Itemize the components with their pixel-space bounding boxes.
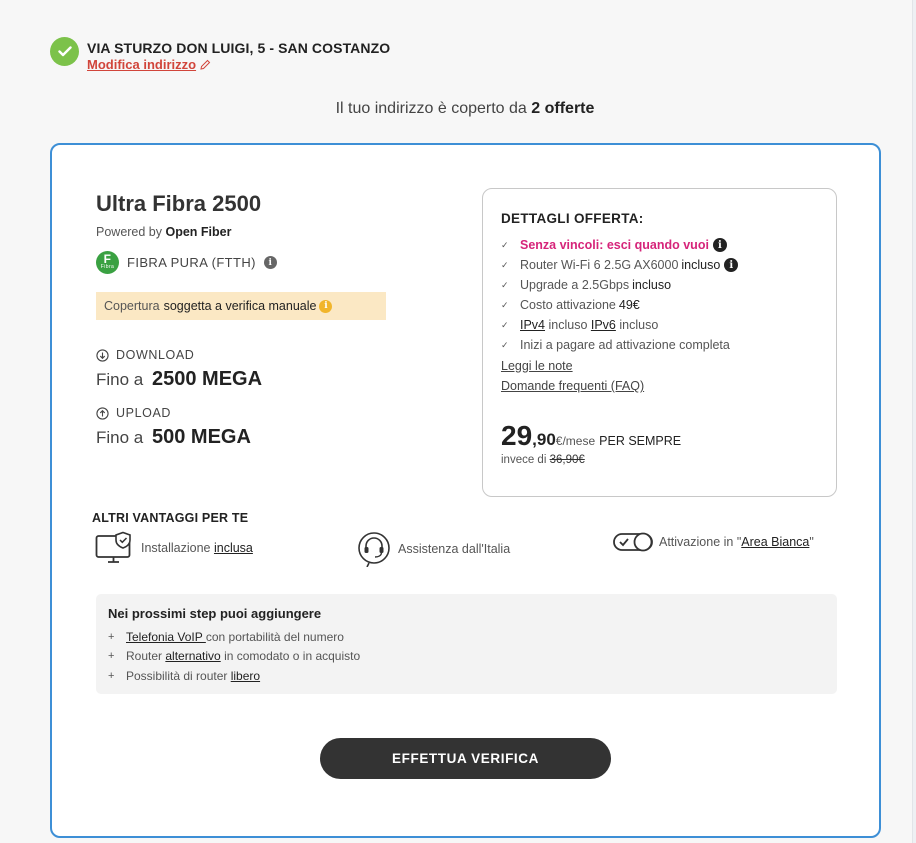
detail-text: incluso	[615, 318, 659, 332]
advantage-assistance	[357, 531, 510, 567]
check-icon: ✓	[501, 319, 509, 330]
toggle-icon	[613, 531, 654, 553]
notes-link[interactable]: Leggi le note	[501, 359, 573, 373]
next-step-text: con portabilità del numero	[205, 629, 344, 644]
offer-title: Ultra Fibra 2500	[96, 191, 262, 216]
info-icon[interactable]: i	[724, 258, 738, 272]
powered-by	[96, 225, 231, 239]
monitor-shield-icon	[95, 531, 133, 565]
modify-address-label[interactable]: Modifica indirizzo	[87, 57, 197, 72]
list-item	[108, 647, 360, 667]
list-item	[501, 315, 738, 335]
info-icon[interactable]: i	[713, 238, 727, 252]
price-forever: PER SEMPRE	[599, 434, 682, 448]
tech-label: FIBRA PURA (FTTH)	[127, 255, 256, 270]
list-item	[501, 235, 738, 255]
detail-bold: incluso	[632, 278, 672, 292]
router-alternativo-link[interactable]: alternativo	[165, 649, 221, 664]
next-step-text: Possibilità di router	[126, 668, 231, 683]
detail-text: Upgrade a 2.5Gbps	[520, 278, 630, 292]
activation-prefix: Attivazione in "	[659, 535, 742, 549]
plus-icon: +	[108, 650, 115, 663]
verify-prefix: Copertura	[104, 299, 160, 313]
verify-banner	[96, 292, 386, 320]
upload-prefix: Fino a	[96, 428, 144, 447]
headset-icon	[357, 531, 391, 567]
details-title: DETTAGLI OFFERTA:	[501, 211, 644, 226]
next-steps-list	[108, 627, 360, 686]
check-icon: ✓	[501, 259, 509, 270]
check-icon: ✓	[501, 299, 509, 310]
check-icon: ✓	[501, 239, 509, 250]
price	[501, 420, 681, 452]
detail-text: Router Wi-Fi 6 2.5G AX6000	[520, 258, 679, 272]
voip-link[interactable]: Telefonia VoIP	[126, 629, 206, 644]
detail-bold: 49€	[618, 298, 640, 312]
verify-bold: soggetta a verifica manuale	[163, 299, 317, 313]
download-label-row	[96, 348, 194, 362]
download-speed	[96, 368, 262, 391]
download-prefix: Fino a	[96, 370, 144, 389]
list-item	[108, 627, 360, 647]
old-price-prefix: invece di	[501, 454, 550, 466]
upload-value: 500 MEGA	[151, 426, 251, 448]
detail-text: Costo attivazione	[520, 298, 616, 312]
plus-icon: +	[108, 669, 115, 682]
list-item	[108, 666, 360, 686]
info-icon[interactable]: i	[264, 256, 277, 269]
offer-details-box	[482, 188, 837, 497]
activation-suffix: "	[809, 535, 814, 549]
faq-link[interactable]: Domande frequenti (FAQ)	[501, 379, 645, 393]
advantages-title: ALTRI VANTAGGI PER TE	[92, 511, 249, 525]
modify-address-link[interactable]	[87, 57, 211, 72]
price-period: €/mese	[555, 434, 596, 448]
fibra-badge-icon	[96, 251, 119, 274]
advantage-installation	[95, 531, 253, 565]
details-list	[501, 235, 738, 355]
list-item	[501, 295, 738, 315]
install-link[interactable]: inclusa	[213, 541, 253, 555]
list-item	[501, 255, 738, 275]
detail-bold: incluso	[681, 258, 721, 272]
tech-row	[96, 251, 277, 274]
area-bianca-link[interactable]: Area Bianca	[741, 535, 810, 549]
plus-icon: +	[108, 630, 115, 643]
coverage-prefix: Il tuo indirizzo è coperto da	[335, 100, 532, 117]
powered-brand: Open Fiber	[165, 225, 232, 239]
check-icon	[50, 37, 79, 66]
old-price	[501, 454, 585, 466]
assistance-label: Assistenza dall'Italia	[398, 542, 511, 556]
next-steps-title: Nei prossimi step puoi aggiungere	[108, 606, 322, 621]
pencil-icon[interactable]	[199, 59, 211, 71]
ipv4-link[interactable]: IPv4	[520, 318, 546, 332]
upload-label-row	[96, 406, 171, 420]
coverage-summary	[0, 100, 916, 118]
coverage-count: 2 offerte	[531, 100, 595, 117]
fibra-badge-letter: F	[103, 252, 112, 266]
next-step-text: Router	[126, 649, 166, 664]
old-price-value: 36,90€	[549, 454, 585, 466]
arrow-down-circle-icon	[96, 349, 109, 362]
download-label: DOWNLOAD	[116, 348, 195, 362]
ipv6-link[interactable]: IPv6	[590, 318, 616, 332]
powered-prefix: Powered by	[96, 225, 166, 239]
fibra-badge-small: Fibra	[100, 264, 115, 270]
router-libero-link[interactable]: libero	[230, 668, 261, 683]
price-decimal: ,90	[532, 430, 556, 449]
upload-label: UPLOAD	[116, 406, 172, 420]
next-step-text: in comodato o in acquisto	[220, 649, 361, 664]
detail-text: Inizi a pagare ad attivazione completa	[520, 338, 730, 352]
list-item	[501, 335, 738, 355]
arrow-up-circle-icon	[96, 407, 109, 420]
detail-text: Senza vincoli: esci quando vuoi	[520, 238, 709, 252]
address-text: VIA STURZO DON LUIGI, 5 - SAN COSTANZO	[87, 40, 391, 56]
detail-text: incluso	[545, 318, 591, 332]
install-prefix: Installazione	[141, 541, 214, 555]
next-steps-box	[96, 594, 837, 694]
check-icon: ✓	[501, 339, 509, 350]
offer-card	[50, 143, 881, 838]
check-icon: ✓	[501, 279, 509, 290]
upload-speed	[96, 426, 251, 449]
info-icon[interactable]: i	[319, 300, 332, 313]
price-integer: 29	[501, 420, 533, 451]
list-item	[501, 275, 738, 295]
download-value: 2500 MEGA	[151, 368, 263, 390]
advantage-activation	[613, 531, 814, 553]
verify-button[interactable]: EFFETTUA VERIFICA	[320, 738, 611, 779]
